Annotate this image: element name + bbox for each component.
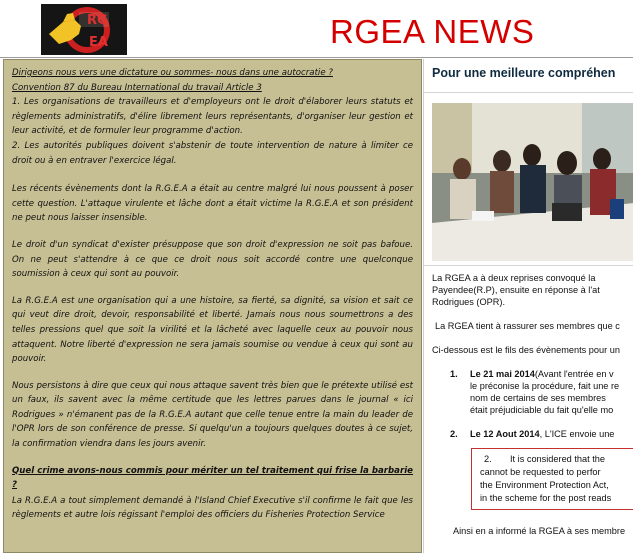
quote-number: 2.	[484, 454, 492, 464]
site-header	[0, 0, 633, 58]
list-item-2-line-1	[470, 429, 614, 441]
title-divider	[424, 92, 633, 93]
paragraph-1: Les récents évènements dont la R.G.E.A a était au centre malgré lui nous poussent à poser cette question. L'attaque virulente et lâche dont a était victime la R.G.E.A et son président ne peut nous laisser insensible.	[12, 184, 413, 224]
list-item-1-rest: (Avant l'entrée en v	[534, 369, 614, 379]
logo-text-rg: RG	[87, 13, 108, 28]
press-conference-image	[432, 103, 633, 261]
quote-line-1: It is considered that the	[510, 454, 605, 464]
list-item-2-date: Le 12 Aout 2014	[470, 429, 540, 439]
text-line-3: Rodrigues (OPR).	[432, 297, 506, 307]
article-subheading: Quel crime avons-nous commis pour mériter un tel traitement qui frise la barbarie ?	[12, 465, 413, 491]
header-divider	[0, 57, 633, 58]
paragraph-4: Nous persistons à dire que ceux qui nous attaque savent très bien que le prétexte utilisé est un faux, ils savent avec la même certitude que les lettres parues dans le journal « ici Rodrigues » n'émanent pas de la R.G.E.A autant que celle tenue entre la main du leader de l'OPR lors de son conférence de presse. Si quelqu'un a toujours quelques doutes à ce sujet, la confirmation viendra dans les jours avenir.	[12, 380, 413, 450]
photo-divider	[424, 265, 633, 266]
raised-fist-logo-icon	[41, 4, 127, 55]
quote-line-2: cannot be requested to perfor	[480, 467, 601, 477]
list-item-1-line-4: était préjudiciable du fait qu'elle mo	[470, 405, 614, 415]
list-item-1-line-2: le préconise la procédure, fait une re	[470, 381, 620, 391]
paragraph-3: La R.G.E.A est une organisation qui a une histoire, sa fierté, sa dignité, sa vision et sait ce qui veut dire droit, devoir, responsabilité et liberté. Jamais nous nous soumettrons a des telles pressions quel que soit la virilité et la lâcheté avec laquelle ceux au pouvoir nous attaquent. Notre liberté d'expression ne sera jamais soumise ou vendue à ceux qui sont au pouvoir.	[12, 295, 413, 365]
quote-line-4: in the scheme for the post reads	[480, 493, 612, 503]
text-line-2: Payendee(R.P), ensuite en réponse à l'at	[432, 285, 600, 295]
rgea-logo[interactable]	[41, 4, 127, 55]
list-item-2-rest: , L'ICE envoie une	[539, 429, 615, 439]
closing-line: Ainsi en a informé la RGEA à ses membre	[453, 526, 626, 536]
article-point-2: 2. Les autorités publiques doivent s'abstenir de toute intervention de nature à limiter ce droit ou à en entraver l'exercice légal.	[12, 140, 413, 166]
quote-line-3: the Environment Protection Act,	[480, 480, 609, 490]
article-heading: Dirigeons nous vers une dictature ou sommes- nous dans une autocratie ?	[12, 68, 333, 78]
list-item-2-number: 2.	[450, 429, 458, 439]
press-conference-photo	[432, 103, 633, 261]
list-item-1-number: 1.	[450, 369, 458, 379]
paragraph-2: Le droit d'un syndicat d'exister présuppose que son droit d'expression ne soit pas bafoue. On ne peut s'attendre à ce que ce droit nous soit accordé contre une quelconque soumission à ceux qui sont au pouvoir.	[12, 239, 413, 280]
masthead-title: RGEA NEWS	[330, 13, 535, 50]
list-item-1-date: Le 21 mai 2014	[470, 369, 535, 379]
left-article	[3, 59, 422, 553]
text-line-5: Ci-dessous est le fils des évènements pour un	[432, 345, 620, 355]
paragraph-5: La R.G.E.A a tout simplement demandé à l'Island Chief Executive s'il confirme le fait que les règlements et autre lois régissant l'emploi des officiers du Fisheries Protection Service	[12, 495, 413, 521]
right-article	[423, 59, 633, 553]
text-line-1: La RGEA a à deux reprises convoqué la	[432, 273, 596, 283]
right-article-title[interactable]: Pour une meilleure compréhen	[432, 66, 616, 80]
convention-reference: Convention 87 du Bureau International du travail Article 3	[12, 82, 262, 93]
logo-text-ea: EA	[89, 35, 108, 50]
list-item-1-line-1	[470, 369, 614, 381]
list-item-1-line-3: nom de certains de ses membres	[470, 393, 606, 403]
text-line-4: La RGEA tient à rassurer ses membres que c	[435, 321, 620, 331]
article-point-1: 1. Les organisations de travailleurs et d'employeurs ont le droit d'élaborer leurs statuts et règlements administratifs, d'élire librement leurs représentants, d'organiser leur gestion et leur activité, et de formuler leur programme d'action.	[12, 97, 413, 137]
